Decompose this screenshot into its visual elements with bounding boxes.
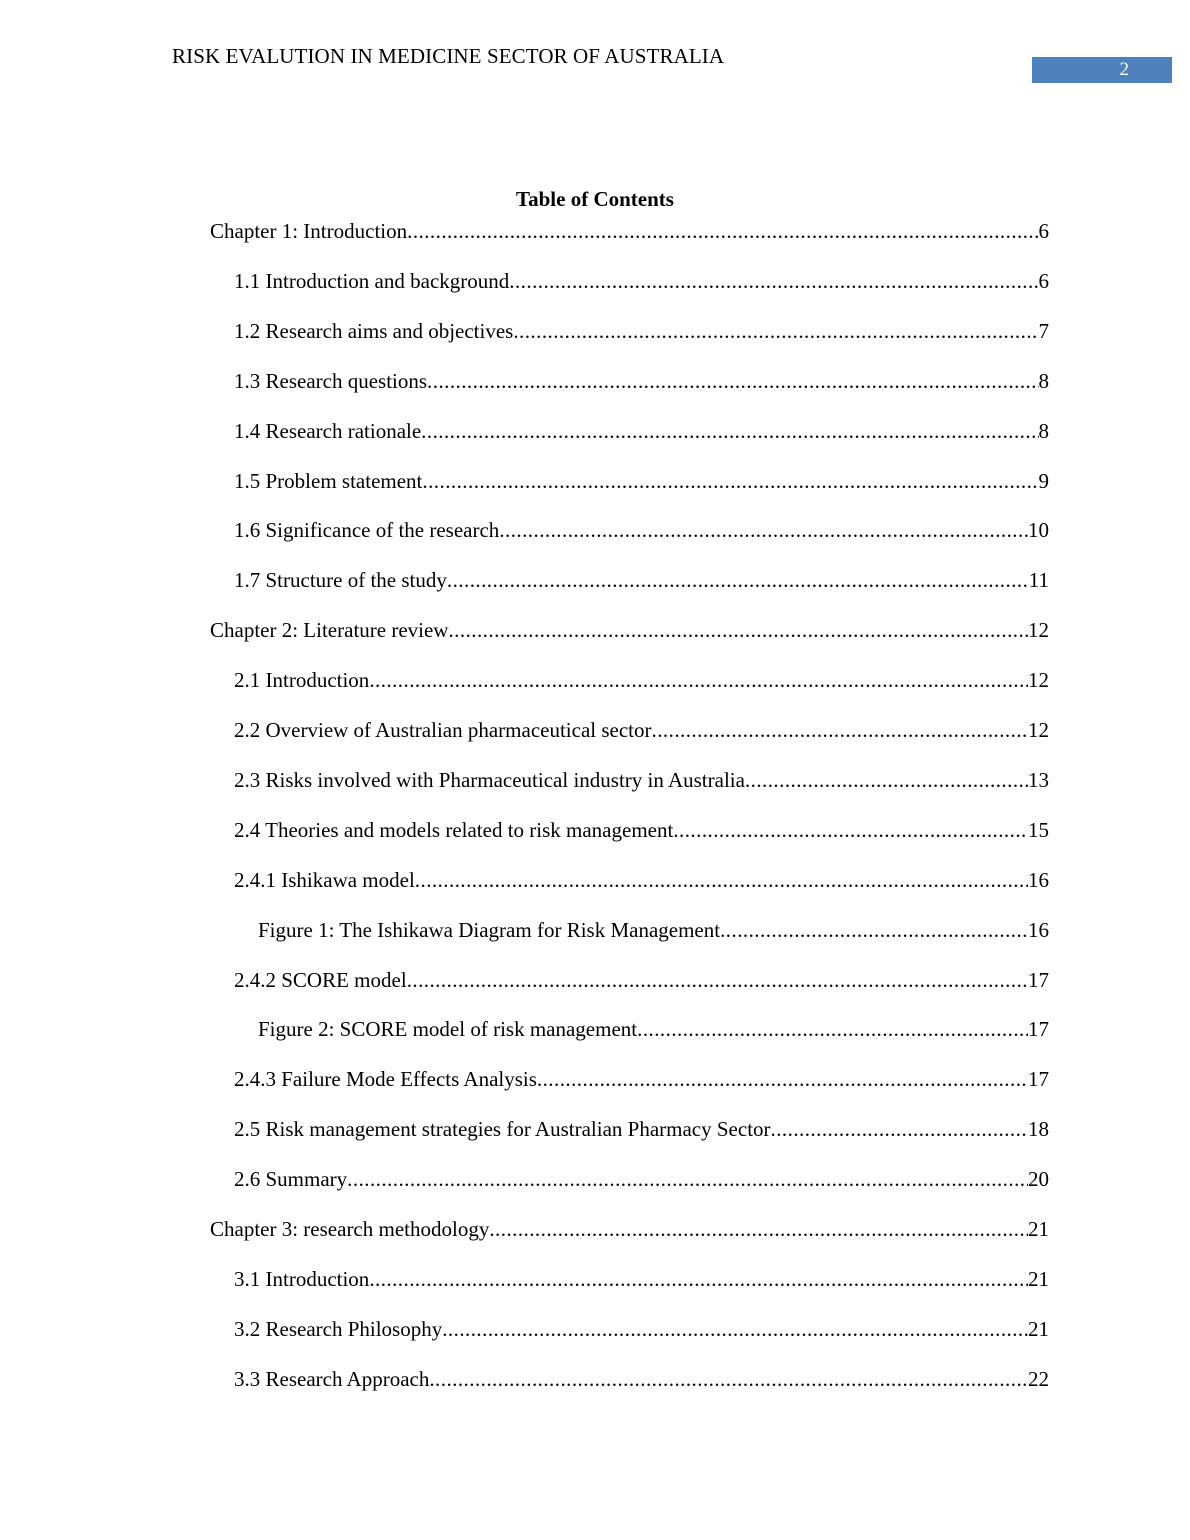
- toc-entry[interactable]: [234, 468, 1049, 494]
- toc-entry[interactable]: [234, 767, 1049, 793]
- toc-entry[interactable]: [234, 817, 1049, 843]
- toc-entry-label: Figure 2: SCORE model of risk management: [258, 1017, 638, 1041]
- toc-entry[interactable]: [234, 667, 1049, 693]
- toc-entry-label: 3.2 Research Philosophy: [234, 1317, 443, 1341]
- toc-entry-page: 18: [1028, 1117, 1049, 1141]
- toc-entry-label: 2.6 Summary: [234, 1167, 348, 1191]
- toc-dot-leader: [509, 268, 1038, 294]
- toc-dot-leader: [537, 1066, 1028, 1092]
- toc-entry[interactable]: [210, 218, 1049, 244]
- toc-dot-leader: [407, 218, 1038, 244]
- toc-entry[interactable]: [234, 268, 1049, 294]
- toc-entry[interactable]: [234, 418, 1049, 444]
- toc-dot-leader: [421, 418, 1038, 444]
- toc-entry-label: 1.3 Research questions: [234, 369, 428, 393]
- toc-dot-leader: [369, 667, 1028, 693]
- toc-dot-leader: [652, 717, 1028, 743]
- toc-dot-leader: [489, 1216, 1028, 1242]
- toc-entry-page: 9: [1038, 469, 1049, 493]
- toc-dot-leader: [448, 617, 1028, 643]
- toc-entry-label: 2.3 Risks involved with Pharmaceutical industry in Australia: [234, 768, 745, 792]
- toc-dot-leader: [720, 917, 1028, 943]
- toc-entry[interactable]: [258, 1016, 1049, 1042]
- toc-dot-leader: [745, 767, 1028, 793]
- toc-entry-page: 8: [1038, 419, 1049, 443]
- toc-entry-page: 17: [1028, 1067, 1049, 1091]
- toc-entry-page: 22: [1028, 1367, 1049, 1391]
- toc-entry[interactable]: [234, 1066, 1049, 1092]
- toc-entry-label: Chapter 2: Literature review: [210, 618, 449, 642]
- toc-dot-leader: [407, 967, 1028, 993]
- toc-entry-page: 6: [1038, 219, 1049, 243]
- toc-entry[interactable]: [234, 567, 1049, 593]
- toc-dot-leader: [499, 517, 1028, 543]
- toc-entry-page: 21: [1028, 1267, 1049, 1291]
- toc-dot-leader: [442, 1316, 1028, 1342]
- toc-dot-leader: [637, 1016, 1028, 1042]
- toc-entry-page: 8: [1038, 369, 1049, 393]
- toc-entry-label: 1.7 Structure of the study: [234, 568, 447, 592]
- toc-entry-page: 20: [1028, 1167, 1049, 1191]
- toc-entry[interactable]: [234, 1316, 1049, 1342]
- toc-entry-page: 21: [1028, 1217, 1049, 1241]
- toc-heading: Table of Contents: [516, 187, 674, 211]
- toc-entry-page: 10: [1028, 518, 1049, 542]
- toc-entry-page: 16: [1028, 868, 1049, 892]
- toc-dot-leader: [422, 468, 1038, 494]
- toc-entry-label: 3.1 Introduction: [234, 1267, 370, 1291]
- toc-entry-label: 2.4.3 Failure Mode Effects Analysis: [234, 1067, 537, 1091]
- toc-entry-page: 17: [1028, 1017, 1049, 1041]
- toc-entry[interactable]: [234, 717, 1049, 743]
- toc-entry[interactable]: [234, 1266, 1049, 1292]
- toc-entry-label: 1.6 Significance of the research: [234, 518, 500, 542]
- page-number-badge: 2: [1032, 57, 1172, 83]
- toc-entry-label: 2.4.2 SCORE model: [234, 968, 407, 992]
- toc-entry[interactable]: [234, 1166, 1049, 1192]
- toc-entry-label: 3.3 Research Approach: [234, 1367, 430, 1391]
- toc-entry-page: 12: [1028, 718, 1049, 742]
- toc-entry-label: 1.1 Introduction and background: [234, 269, 510, 293]
- toc-dot-leader: [771, 1116, 1028, 1142]
- toc-entry-label: 2.5 Risk management strategies for Australian Pharmacy Sector: [234, 1117, 771, 1141]
- toc-dot-leader: [427, 368, 1038, 394]
- toc-dot-leader: [369, 1266, 1028, 1292]
- toc-entry[interactable]: [210, 1216, 1049, 1242]
- toc-entry[interactable]: [234, 967, 1049, 993]
- toc-entry[interactable]: [234, 368, 1049, 394]
- toc-entry-label: 1.2 Research aims and objectives: [234, 319, 514, 343]
- toc-entry-page: 7: [1038, 319, 1049, 343]
- toc-entry-page: 13: [1028, 768, 1049, 792]
- toc-entry[interactable]: [234, 318, 1049, 344]
- toc-entry-page: 21: [1028, 1317, 1049, 1341]
- toc-entry[interactable]: [258, 917, 1049, 943]
- toc-entry-label: 1.4 Research rationale: [234, 419, 422, 443]
- running-head-title: RISK EVALUTION IN MEDICINE SECTOR OF AUSTRALIA: [172, 44, 725, 68]
- toc-entry-label: 2.4 Theories and models related to risk management: [234, 818, 674, 842]
- toc-dot-leader: [673, 817, 1028, 843]
- toc-entry[interactable]: [210, 617, 1049, 643]
- toc-entry-page: 15: [1028, 818, 1049, 842]
- toc-dot-leader: [513, 318, 1038, 344]
- toc-entry[interactable]: [234, 1366, 1049, 1392]
- toc-entry[interactable]: [234, 867, 1049, 893]
- toc-entry-page: 6: [1038, 269, 1049, 293]
- toc-entry-page: 11: [1028, 568, 1049, 592]
- toc-dot-leader: [347, 1166, 1028, 1192]
- toc-entry[interactable]: [234, 1116, 1049, 1142]
- toc-entry-page: 12: [1028, 668, 1049, 692]
- toc-entry-page: 12: [1028, 618, 1049, 642]
- toc-entry-label: 1.5 Problem statement: [234, 469, 423, 493]
- toc-dot-leader: [415, 867, 1028, 893]
- toc-dot-leader: [447, 567, 1029, 593]
- toc-entry-label: Chapter 1: Introduction: [210, 219, 408, 243]
- toc-dot-leader: [429, 1366, 1028, 1392]
- toc-entry-label: Figure 1: The Ishikawa Diagram for Risk Management: [258, 918, 721, 942]
- toc-entry-page: 16: [1028, 918, 1049, 942]
- toc-entry-label: 2.4.1 Ishikawa model: [234, 868, 415, 892]
- toc-entry[interactable]: [234, 517, 1049, 543]
- toc-entry-label: 2.2 Overview of Australian pharmaceutical sector: [234, 718, 652, 742]
- toc-entry-label: 2.1 Introduction: [234, 668, 370, 692]
- toc-entry-page: 17: [1028, 968, 1049, 992]
- toc-entry-label: Chapter 3: research methodology: [210, 1217, 490, 1241]
